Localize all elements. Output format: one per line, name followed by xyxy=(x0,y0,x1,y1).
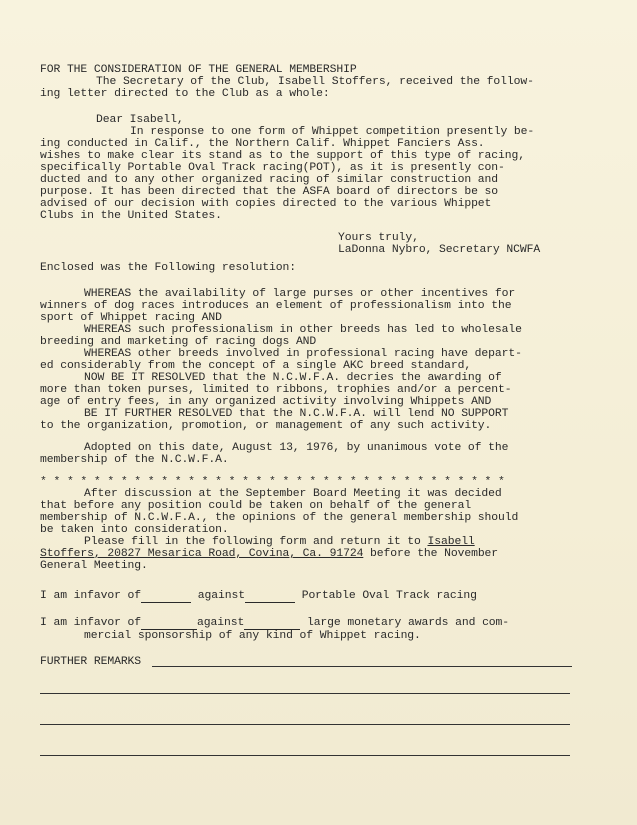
letter-line: advised of our decision with copies directed to the various Whippet xyxy=(40,198,492,210)
resolution-line: age of entry fees, in any organized activity involving Whippets AND xyxy=(40,396,492,408)
resolution-line: more than token purses, limited to ribbons, trophies and/or a percent- xyxy=(40,384,512,396)
remarks-line-1[interactable] xyxy=(152,666,572,667)
q2-against-label: against xyxy=(197,617,245,629)
q2-subject: large monetary awards and com- xyxy=(306,617,510,629)
discussion-line: that before any position could be taken on behalf of the general xyxy=(40,500,472,512)
remarks-label: FURTHER REMARKS xyxy=(40,656,142,668)
return-address: Stoffers, 20827 Mesarica Road, Covina, Ca. 91724 xyxy=(40,548,364,560)
letter-line: specifically Portable Oval Track racing(POT), as it is presently con- xyxy=(40,162,505,174)
resolution-line: WHEREAS such professionalism in other breeds has led to wholesale xyxy=(84,324,522,336)
letter-line: Clubs in the United States. xyxy=(40,210,222,222)
remarks-line-3[interactable] xyxy=(40,724,570,725)
form-question-2 xyxy=(40,617,617,642)
salutation: Dear Isabell, xyxy=(96,114,184,126)
instructions-line-3: General Meeting. xyxy=(40,560,148,572)
return-name: Isabell xyxy=(427,536,475,548)
discussion-line: be taken into consideration. xyxy=(40,524,229,536)
letter-body xyxy=(40,126,617,222)
resolution-line: breeding and marketing of racing dogs AND xyxy=(40,336,317,348)
letter-line: In response to one form of Whippet competition presently be- xyxy=(130,126,535,138)
resolution-line: BE IT FURTHER RESOLVED that the N.C.W.F.A. will lend NO SUPPORT xyxy=(84,408,509,420)
q1-favor-blank[interactable] xyxy=(141,590,191,603)
instructions-line-2 xyxy=(40,548,617,560)
letter-line: wishes to make clear its stand as to the support of this type of racing, xyxy=(40,150,525,162)
q1-against-label: against xyxy=(197,590,245,602)
instructions-line-1 xyxy=(40,536,617,548)
discussion-line: After discussion at the September Board Meeting it was decided xyxy=(84,488,502,500)
intro-line-1: The Secretary of the Club, Isabell Stoffers, received the follow- xyxy=(96,76,534,88)
closing: Yours truly, xyxy=(338,232,419,244)
resolution-block xyxy=(40,288,617,432)
form-question-1 xyxy=(40,590,617,603)
instructions-text: Please fill in the following form and return it to xyxy=(84,536,428,548)
q1-against-blank[interactable] xyxy=(245,590,295,603)
enclosed-line: Enclosed was the Following resolution: xyxy=(40,262,296,274)
resolution-line: WHEREAS the availability of large purses or other incentives for xyxy=(84,288,516,300)
resolution-line: winners of dog races introduces an element of professionalism into the xyxy=(40,300,512,312)
q1-prefix: I am infavor of xyxy=(40,590,142,602)
discussion-line: membership of N.C.W.F.A., the opinions of the general membership should xyxy=(40,512,519,524)
intro-line-2: ing letter directed to the Club as a whole: xyxy=(40,88,330,100)
q2-favor-blank[interactable] xyxy=(141,617,197,630)
resolution-line: to the organization, promotion, or management of any such activity. xyxy=(40,420,492,432)
adopted-line-2: membership of the N.C.W.F.A. xyxy=(40,454,229,466)
remarks-line-4[interactable] xyxy=(40,755,570,756)
letter-line: ing conducted in Calif., the Northern Calif. Whippet Fanciers Ass. xyxy=(40,138,485,150)
instructions-text: before the November xyxy=(363,548,499,560)
resolution-line: ed considerably from the concept of a single AKC breed standard, xyxy=(40,360,472,372)
asterisk-separator: * * * * * * * * * * * * * * * * * * * * * * * * * * * * * * * * * * * xyxy=(40,476,505,488)
resolution-line: NOW BE IT RESOLVED that the N.C.W.F.A. decries the awarding of xyxy=(84,372,502,384)
resolution-line: sport of Whippet racing AND xyxy=(40,312,222,324)
remarks-line-2[interactable] xyxy=(40,693,570,694)
q2-against-blank[interactable] xyxy=(244,617,300,630)
letter-line: ducted and to any other organized racing of similar construction and xyxy=(40,174,499,186)
letter-line: purpose. It has been directed that the ASFA board of directors be so xyxy=(40,186,499,198)
document-heading: FOR THE CONSIDERATION OF THE GENERAL MEMBERSHIP xyxy=(40,64,357,76)
resolution-line: WHEREAS other breeds involved in professional racing have depart- xyxy=(84,348,522,360)
adopted-line-1: Adopted on this date, August 13, 1976, by unanimous vote of the xyxy=(84,442,509,454)
q2-subject-cont: mercial sponsorship of any kind of Whippet racing. xyxy=(84,630,421,642)
q1-subject: Portable Oval Track racing xyxy=(301,590,477,602)
q2-prefix: I am infavor of xyxy=(40,617,142,629)
signature: LaDonna Nybro, Secretary NCWFA xyxy=(338,244,541,256)
